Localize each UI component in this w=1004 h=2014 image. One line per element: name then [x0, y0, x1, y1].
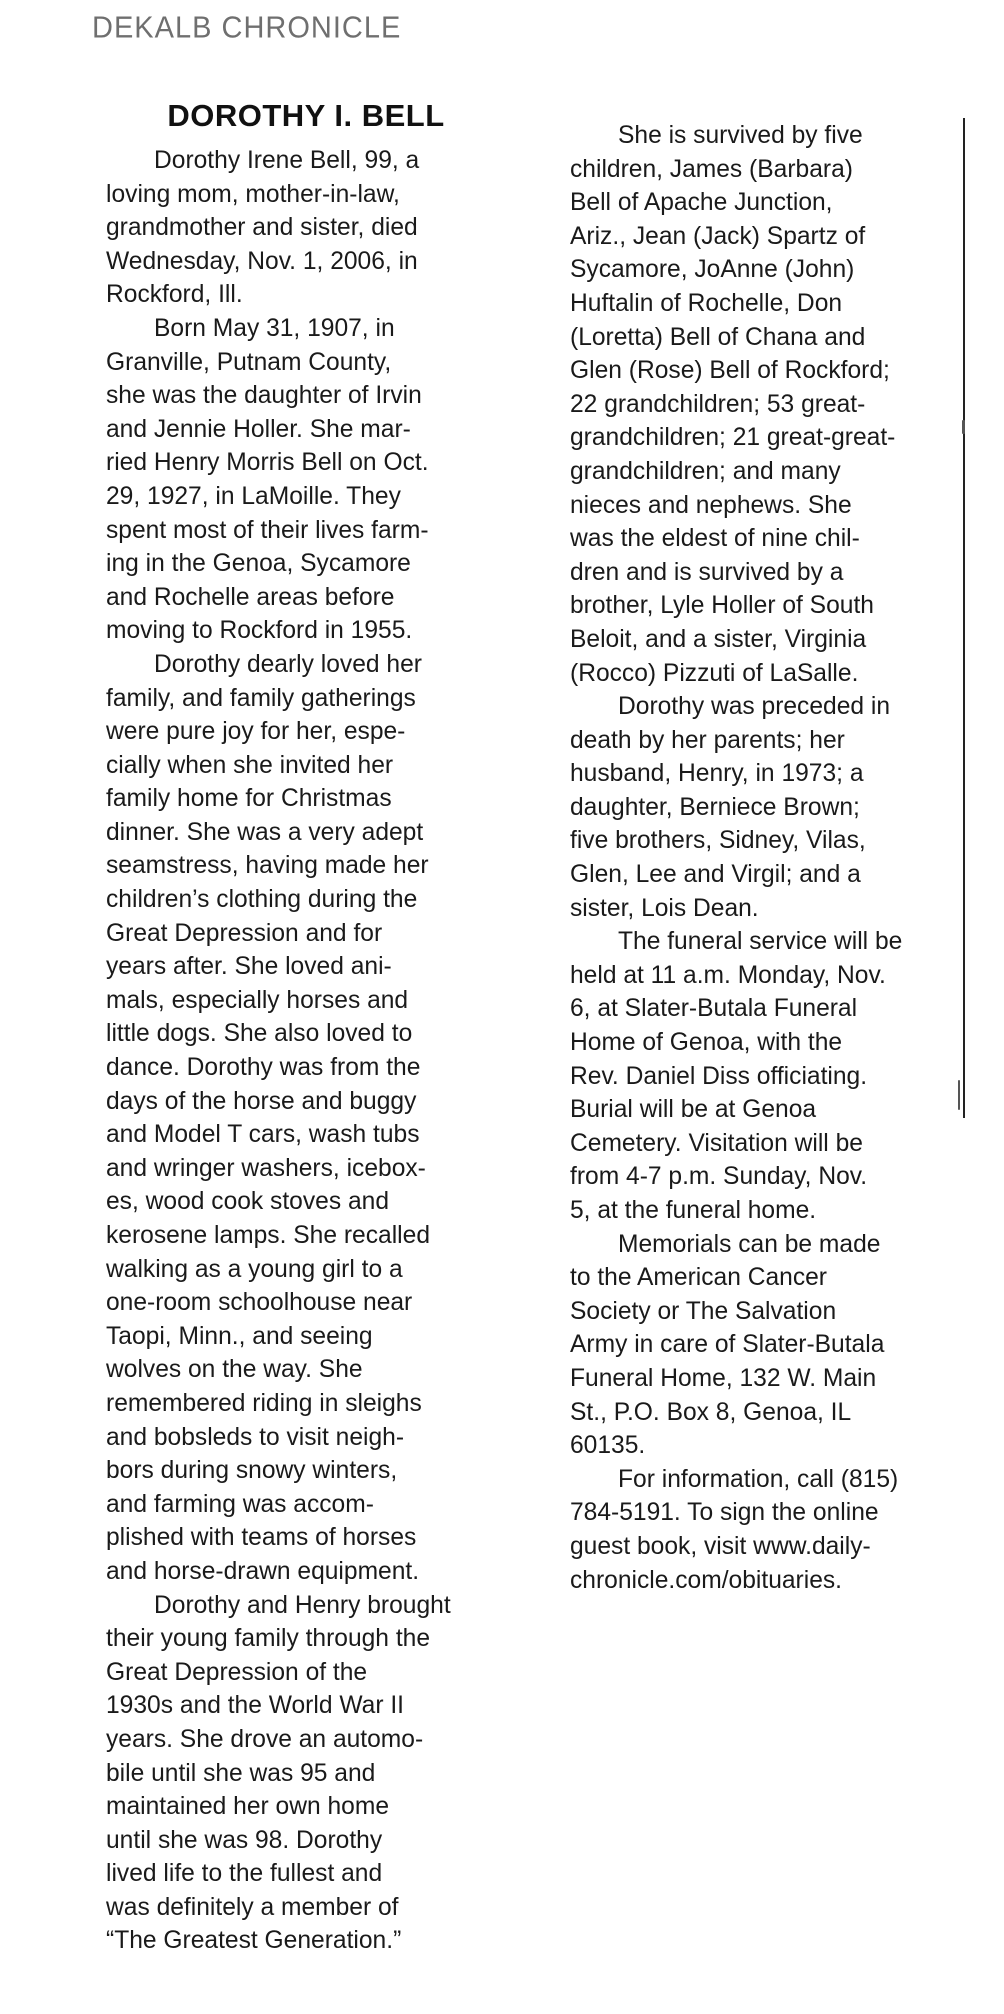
paragraph-survivors: She is survived by five children, James (Barbara) Bell of Apache Junction, Ariz., Jean (Jack) Spartz of Sycamore, JoAnne (John) Huftalin of Rochelle, Don (Loretta) Bell of Chana and Glen (Rose) Bell of Rockford; 22 grandchildren; 53 great- grandchildren; 21 great-great- grandchildren; and many nieces and nephews. She was the eldest of nine chil- dren and is survived by a brother, Lyle Holler of South Beloit, and a sister, Virginia (Rocco) Pizzuti of LaSalle.	[570, 122, 896, 687]
scan-mark	[958, 1080, 960, 1110]
paragraph-preceded: Dorothy was preceded in death by her parents; her husband, Henry, in 1973; a daughter, Berniece Brown; five brothers, Sidney, Vilas, Glen, Lee and Virgil; and a sister, Lois Dean.	[570, 693, 891, 922]
paragraph-funeral-service: The funeral service will be held at 11 a.m. Monday, Nov. 6, at Slater-Butala Funeral Home of Genoa, with the Rev. Daniel Diss officiating. Burial will be at Genoa Cemetery. Visitation will be from 4-7 p.m. Sunday, Nov. 5, at the funeral home.	[570, 928, 903, 1224]
paragraph-information: For information, call (815) 784-5191. To sign the online guest book, visit www.daily- chronicle.com/obituaries.	[570, 1465, 899, 1594]
paragraph-family-life: Dorothy dearly loved her family, and family gatherings were pure joy for her, espe- cially when she invited her family home for Christmas dinner. She was a very adept seamstress, having made her children’s clothing during the Great Depression and for years after. She loved ani- mals, especially horses and little dogs. She also loved to dance. Dorothy was from the days of the horse and buggy and Model T cars, wash tubs and wringer washers, icebox- es, wood cook stoves and kerosene lamps. She recalled walking as a young girl to a one-room schoolhouse near Taopi, Minn., and seeing wolves on the way. She remembered riding in sleighs and bobsleds to visit neigh- bors during snowy winters, and farming was accom- plished with teams of horses and horse-drawn equipment.	[106, 650, 430, 1585]
paragraph-later-years: Dorothy and Henry brought their young family through the Great Depression of the 1930s and the World War II years. She drove an automo- bile until she was 95 and maintained her own home until she was 98. Dorothy lived life to the fullest and was definitely a member of “The Greatest Generation.”	[106, 1591, 451, 1955]
paragraph-intro: Dorothy Irene Bell, 99, a loving mom, mother-in-law, grandmother and sister, died Wednesday, Nov. 1, 2006, in Rockford, Ill.	[106, 147, 420, 309]
paragraph-memorials: Memorials can be made to the American Cancer Society or The Salvation Army in care of Slater-Butala Funeral Home, 132 W. Main St., P.O. Box 8, Genoa, IL 60135.	[570, 1230, 885, 1460]
obituary-headline: DOROTHY I. BELL	[167, 98, 445, 133]
paragraph-birth: Born May 31, 1907, in Granville, Putnam County, she was the daughter of Irvin and Jennie Holler. She mar- ried Henry Morris Bell on Oct. 29, 1927, in LaMoille. They spent most of their lives farm- ing in the Genoa, Sycamore and Rochelle areas before moving to Rockford in 1955.	[106, 314, 429, 645]
scan-mark	[962, 420, 965, 434]
newspaper-masthead: DEKALB CHRONICLE	[92, 11, 402, 45]
column-rule	[963, 118, 965, 1118]
right-column	[570, 119, 970, 1597]
